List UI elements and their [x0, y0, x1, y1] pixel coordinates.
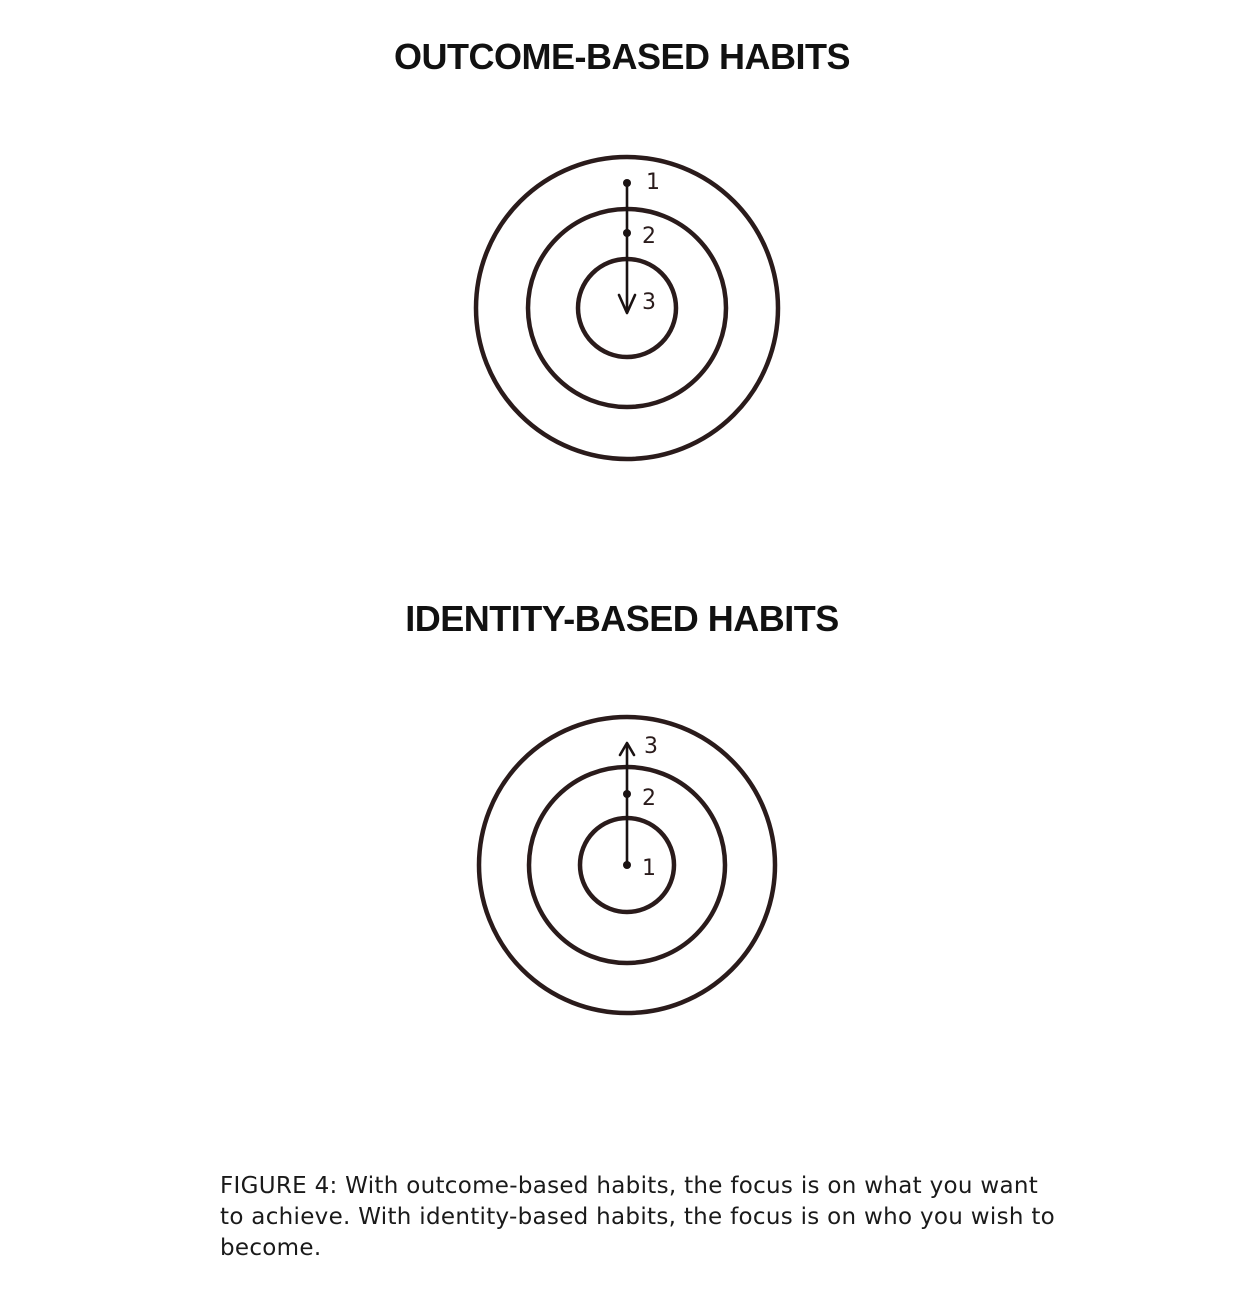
- step-label-1: 1: [646, 170, 660, 195]
- step-label-1: 1: [642, 856, 656, 881]
- step-label-3: 3: [642, 290, 656, 315]
- step-dot-1: [623, 861, 631, 869]
- identity-heading: IDENTITY-BASED HABITS: [405, 598, 839, 639]
- step-dot-2: [623, 229, 631, 237]
- step-label-3: 3: [644, 734, 658, 759]
- step-label-2: 2: [642, 786, 656, 811]
- step-dot-1: [623, 179, 631, 187]
- outcome-target-diagram: [462, 143, 792, 473]
- identity-target-diagram: [462, 703, 792, 1033]
- step-dot-2: [623, 790, 631, 798]
- step-label-2: 2: [642, 224, 656, 249]
- figure-caption: FIGURE 4: With outcome-based habits, the focus is on what you want to achieve. With identity-based habits, the focus is on who you wish to become.: [220, 1173, 1056, 1261]
- outcome-heading: OUTCOME-BASED HABITS: [394, 36, 850, 77]
